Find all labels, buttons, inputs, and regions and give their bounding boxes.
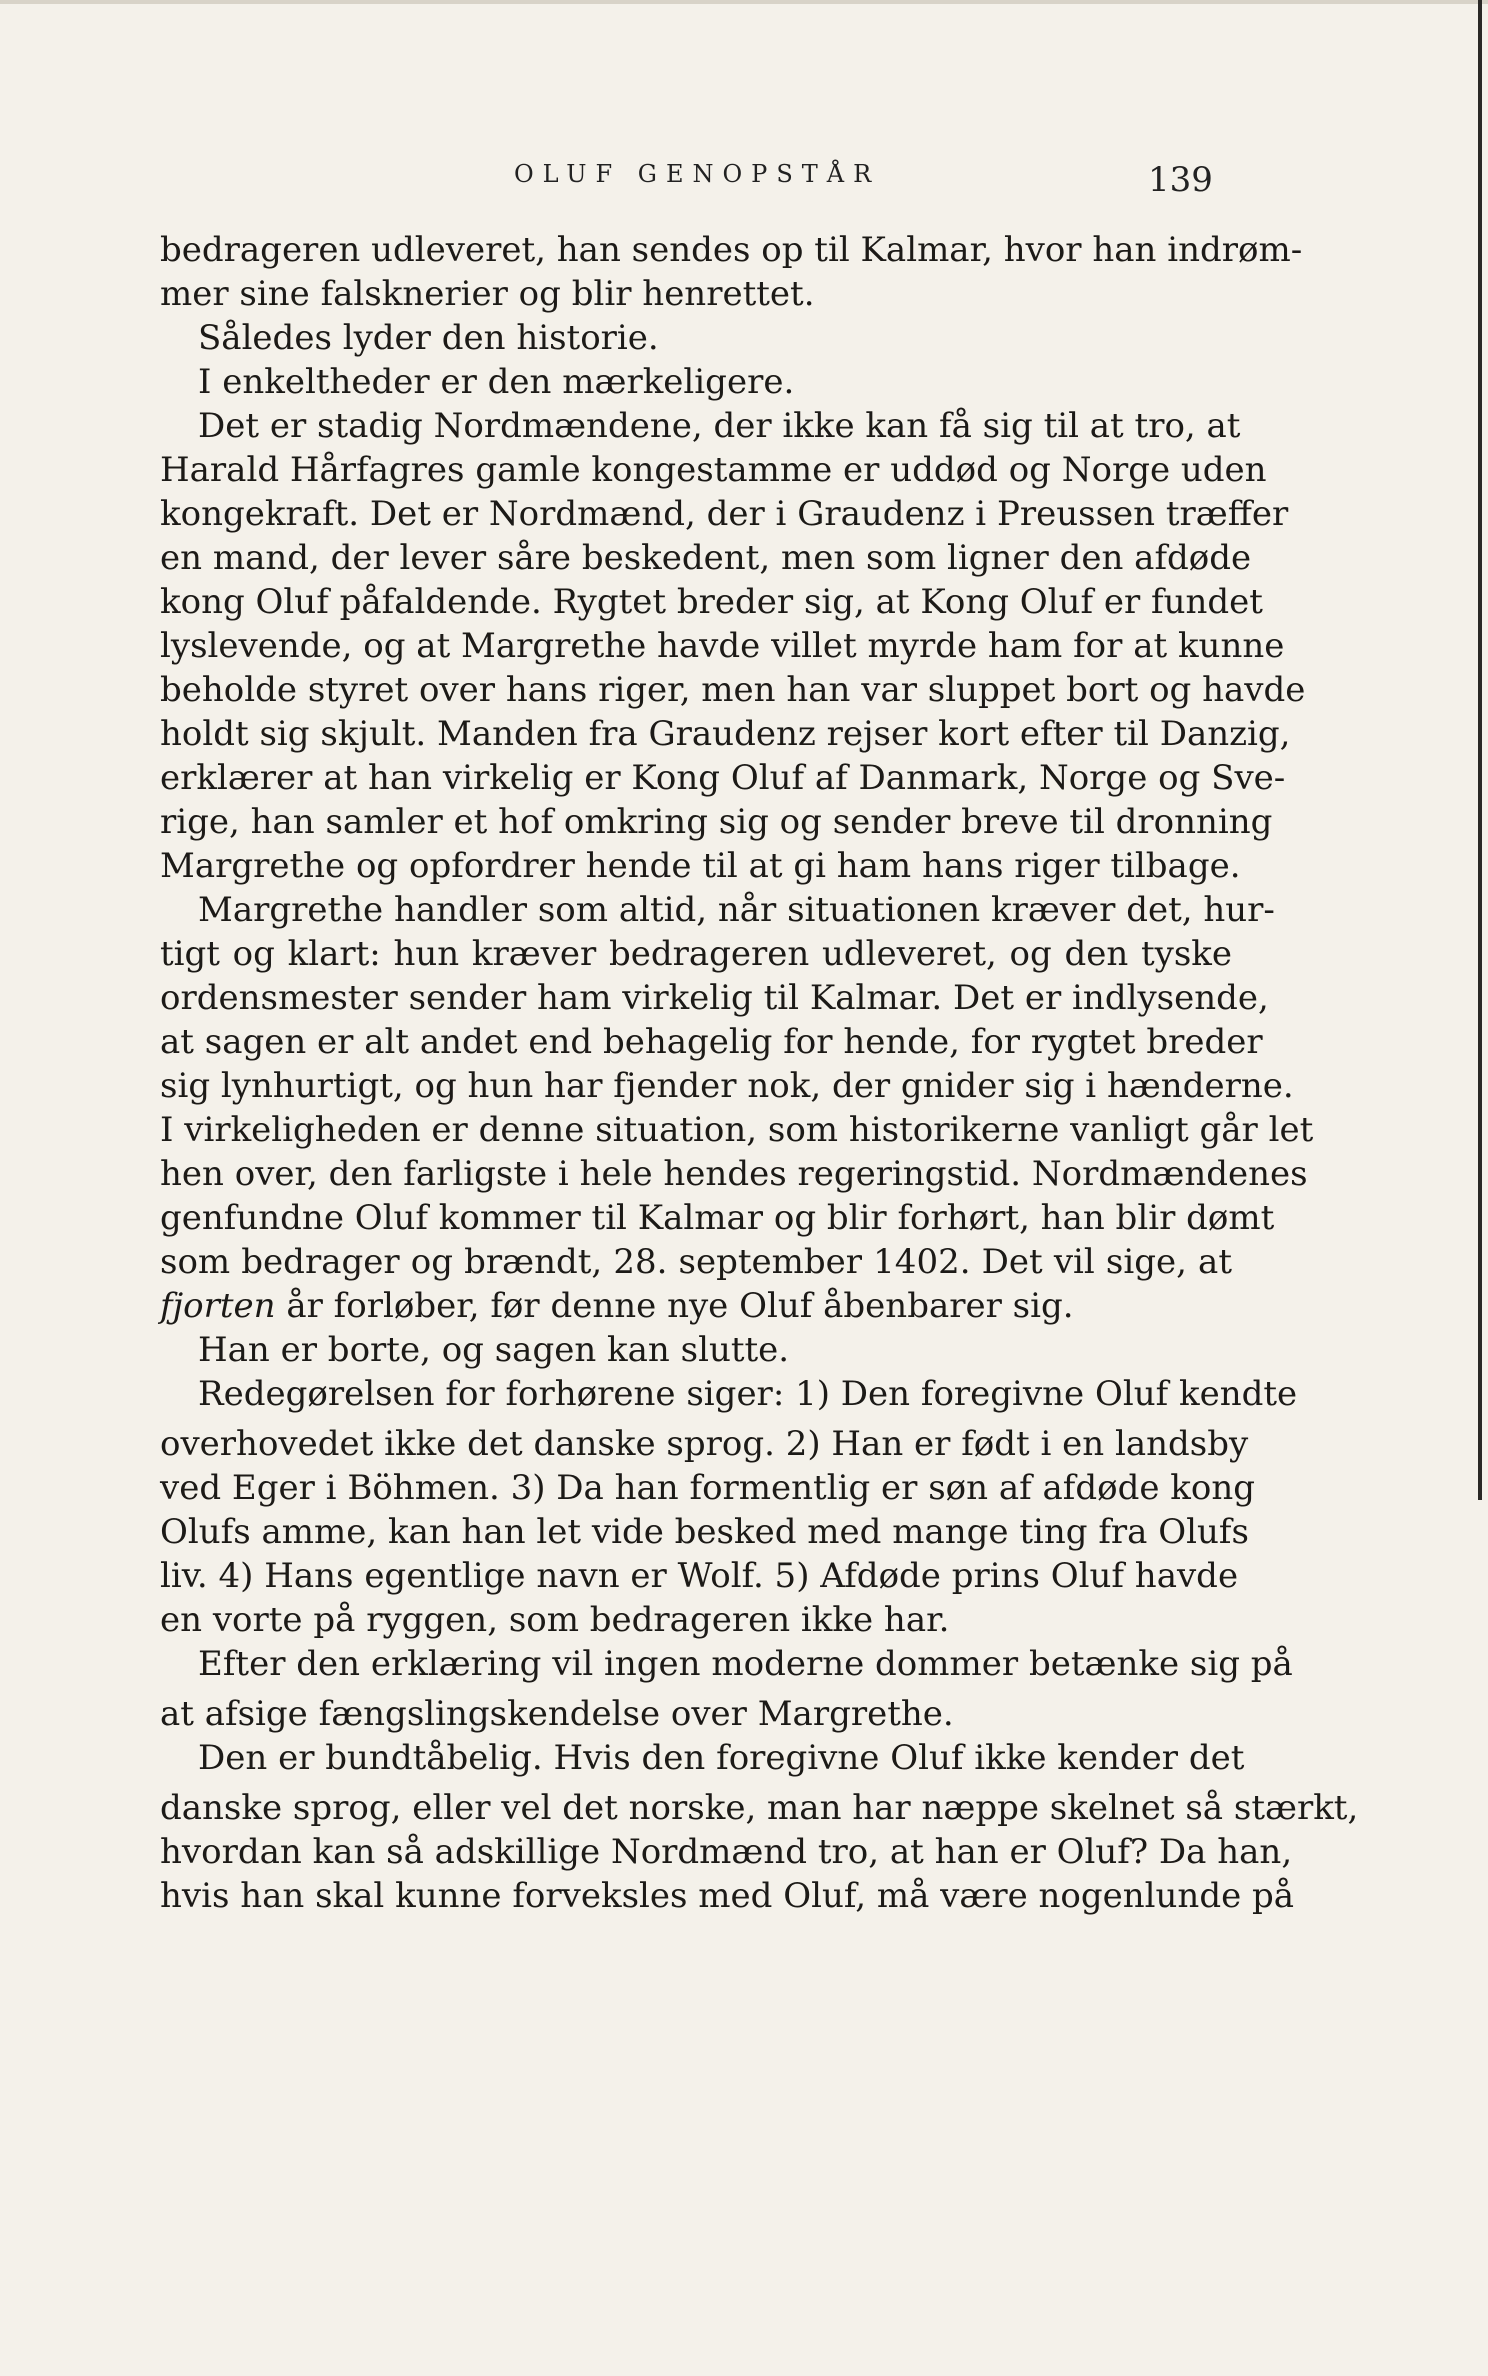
text-line: Margrethe og opfordrer hende til at gi ham hans riger tilbage. bbox=[160, 846, 1241, 886]
text-line: hen over, den farligste i hele hendes regeringstid. Nordmændenes bbox=[160, 1154, 1308, 1194]
text-line-content: år forløber, før denne nye Oluf åbenbarer sig. bbox=[286, 1286, 1074, 1326]
text-line: holdt sig skjult. Manden fra Graudenz rejser kort efter til Danzig, bbox=[160, 714, 1291, 754]
text-line bbox=[160, 1284, 1232, 1328]
text-line: som bedrager og brændt, 28. september 1402. Det vil sige, at bbox=[160, 1242, 1232, 1282]
text-line: kongekraft. Det er Nordmænd, der i Graudenz i Preussen træffer bbox=[160, 494, 1289, 534]
text-line: lyslevende, og at Margrethe havde villet myrde ham for at kunne bbox=[160, 626, 1285, 666]
text-line: hvordan kan så adskillige Nordmænd tro, at han er Oluf? Da han, bbox=[160, 1832, 1293, 1872]
text-line: mer sine falsknerier og blir henrettet. bbox=[160, 274, 815, 314]
text-line: Det er stadig Nordmændene, der ikke kan få sig til at tro, at bbox=[198, 406, 1241, 446]
text-line: overhovedet ikke det danske sprog. 2) Han er født i en landsby bbox=[160, 1424, 1249, 1464]
text-line: I virkeligheden er denne situation, som historikerne vanligt går let bbox=[160, 1110, 1314, 1150]
text-line: Den er bundtåbelig. Hvis den foregivne Oluf ikke kender det bbox=[198, 1738, 1245, 1778]
text-line: kong Oluf påfaldende. Rygtet breder sig, at Kong Oluf er fundet bbox=[160, 582, 1263, 622]
text-line: erklærer at han virkelig er Kong Oluf af Danmark, Norge og Sve- bbox=[160, 758, 1286, 798]
text-line: ordensmester sender ham virkelig til Kalmar. Det er indlysende, bbox=[160, 978, 1269, 1018]
text-line: en mand, der lever såre beskedent, men som ligner den afdøde bbox=[160, 538, 1252, 578]
running-head: OLUF GENOPSTÅR bbox=[514, 160, 881, 188]
text-line: beholde styret over hans riger, men han var sluppet bort og havde bbox=[160, 670, 1306, 710]
text-line: Olufs amme, kan han let vide besked med mange ting fra Olufs bbox=[160, 1512, 1249, 1552]
text-line: liv. 4) Hans egentlige navn er Wolf. 5) Afdøde prins Oluf havde bbox=[160, 1556, 1239, 1596]
text-line: I enkeltheder er den mærkeligere. bbox=[198, 362, 795, 402]
page-right-edge-gap bbox=[1478, 1500, 1482, 2376]
text-line: Han er borte, og sagen kan slutte. bbox=[198, 1330, 790, 1370]
text-line: genfundne Oluf kommer til Kalmar og blir forhørt, han blir dømt bbox=[160, 1198, 1275, 1238]
text-line: en vorte på ryggen, som bedrageren ikke har. bbox=[160, 1600, 950, 1640]
text-line: at sagen er alt andet end behagelig for hende, for rygtet breder bbox=[160, 1022, 1263, 1062]
text-line: bedrageren udleveret, han sendes op til Kalmar, hvor han indrøm- bbox=[160, 230, 1303, 270]
page-number: 139 bbox=[1148, 160, 1213, 200]
text-line: ved Eger i Böhmen. 3) Da han formentlig er søn af afdøde kong bbox=[160, 1468, 1256, 1508]
text-line: Redegørelsen for forhørene siger: 1) Den foregivne Oluf kendte bbox=[198, 1374, 1298, 1414]
text-line: tigt og klart: hun kræver bedrageren udleveret, og den tyske bbox=[160, 934, 1232, 974]
text-line: Harald Hårfagres gamle kongestamme er uddød og Norge uden bbox=[160, 450, 1267, 490]
text-line: hvis han skal kunne forveksles med Oluf, må være nogenlunde på bbox=[160, 1876, 1295, 1916]
text-line: danske sprog, eller vel det norske, man har næppe skelnet så stærkt, bbox=[160, 1788, 1359, 1828]
text-line: sig lynhurtigt, og hun har fjender nok, der gnider sig i hænderne. bbox=[160, 1066, 1294, 1106]
text-line: rige, han samler et hof omkring sig og sender breve til dronning bbox=[160, 802, 1273, 842]
page-top-edge bbox=[0, 0, 1488, 4]
text-line: Margrethe handler som altid, når situationen kræver det, hur- bbox=[198, 890, 1275, 930]
text-line: Således lyder den historie. bbox=[198, 318, 659, 358]
text-line: Efter den erklæring vil ingen moderne dommer betænke sig på bbox=[198, 1644, 1293, 1684]
text-line: at afsige fængslingskendelse over Margrethe. bbox=[160, 1694, 954, 1734]
emphasis-word: fjorten bbox=[160, 1286, 276, 1326]
